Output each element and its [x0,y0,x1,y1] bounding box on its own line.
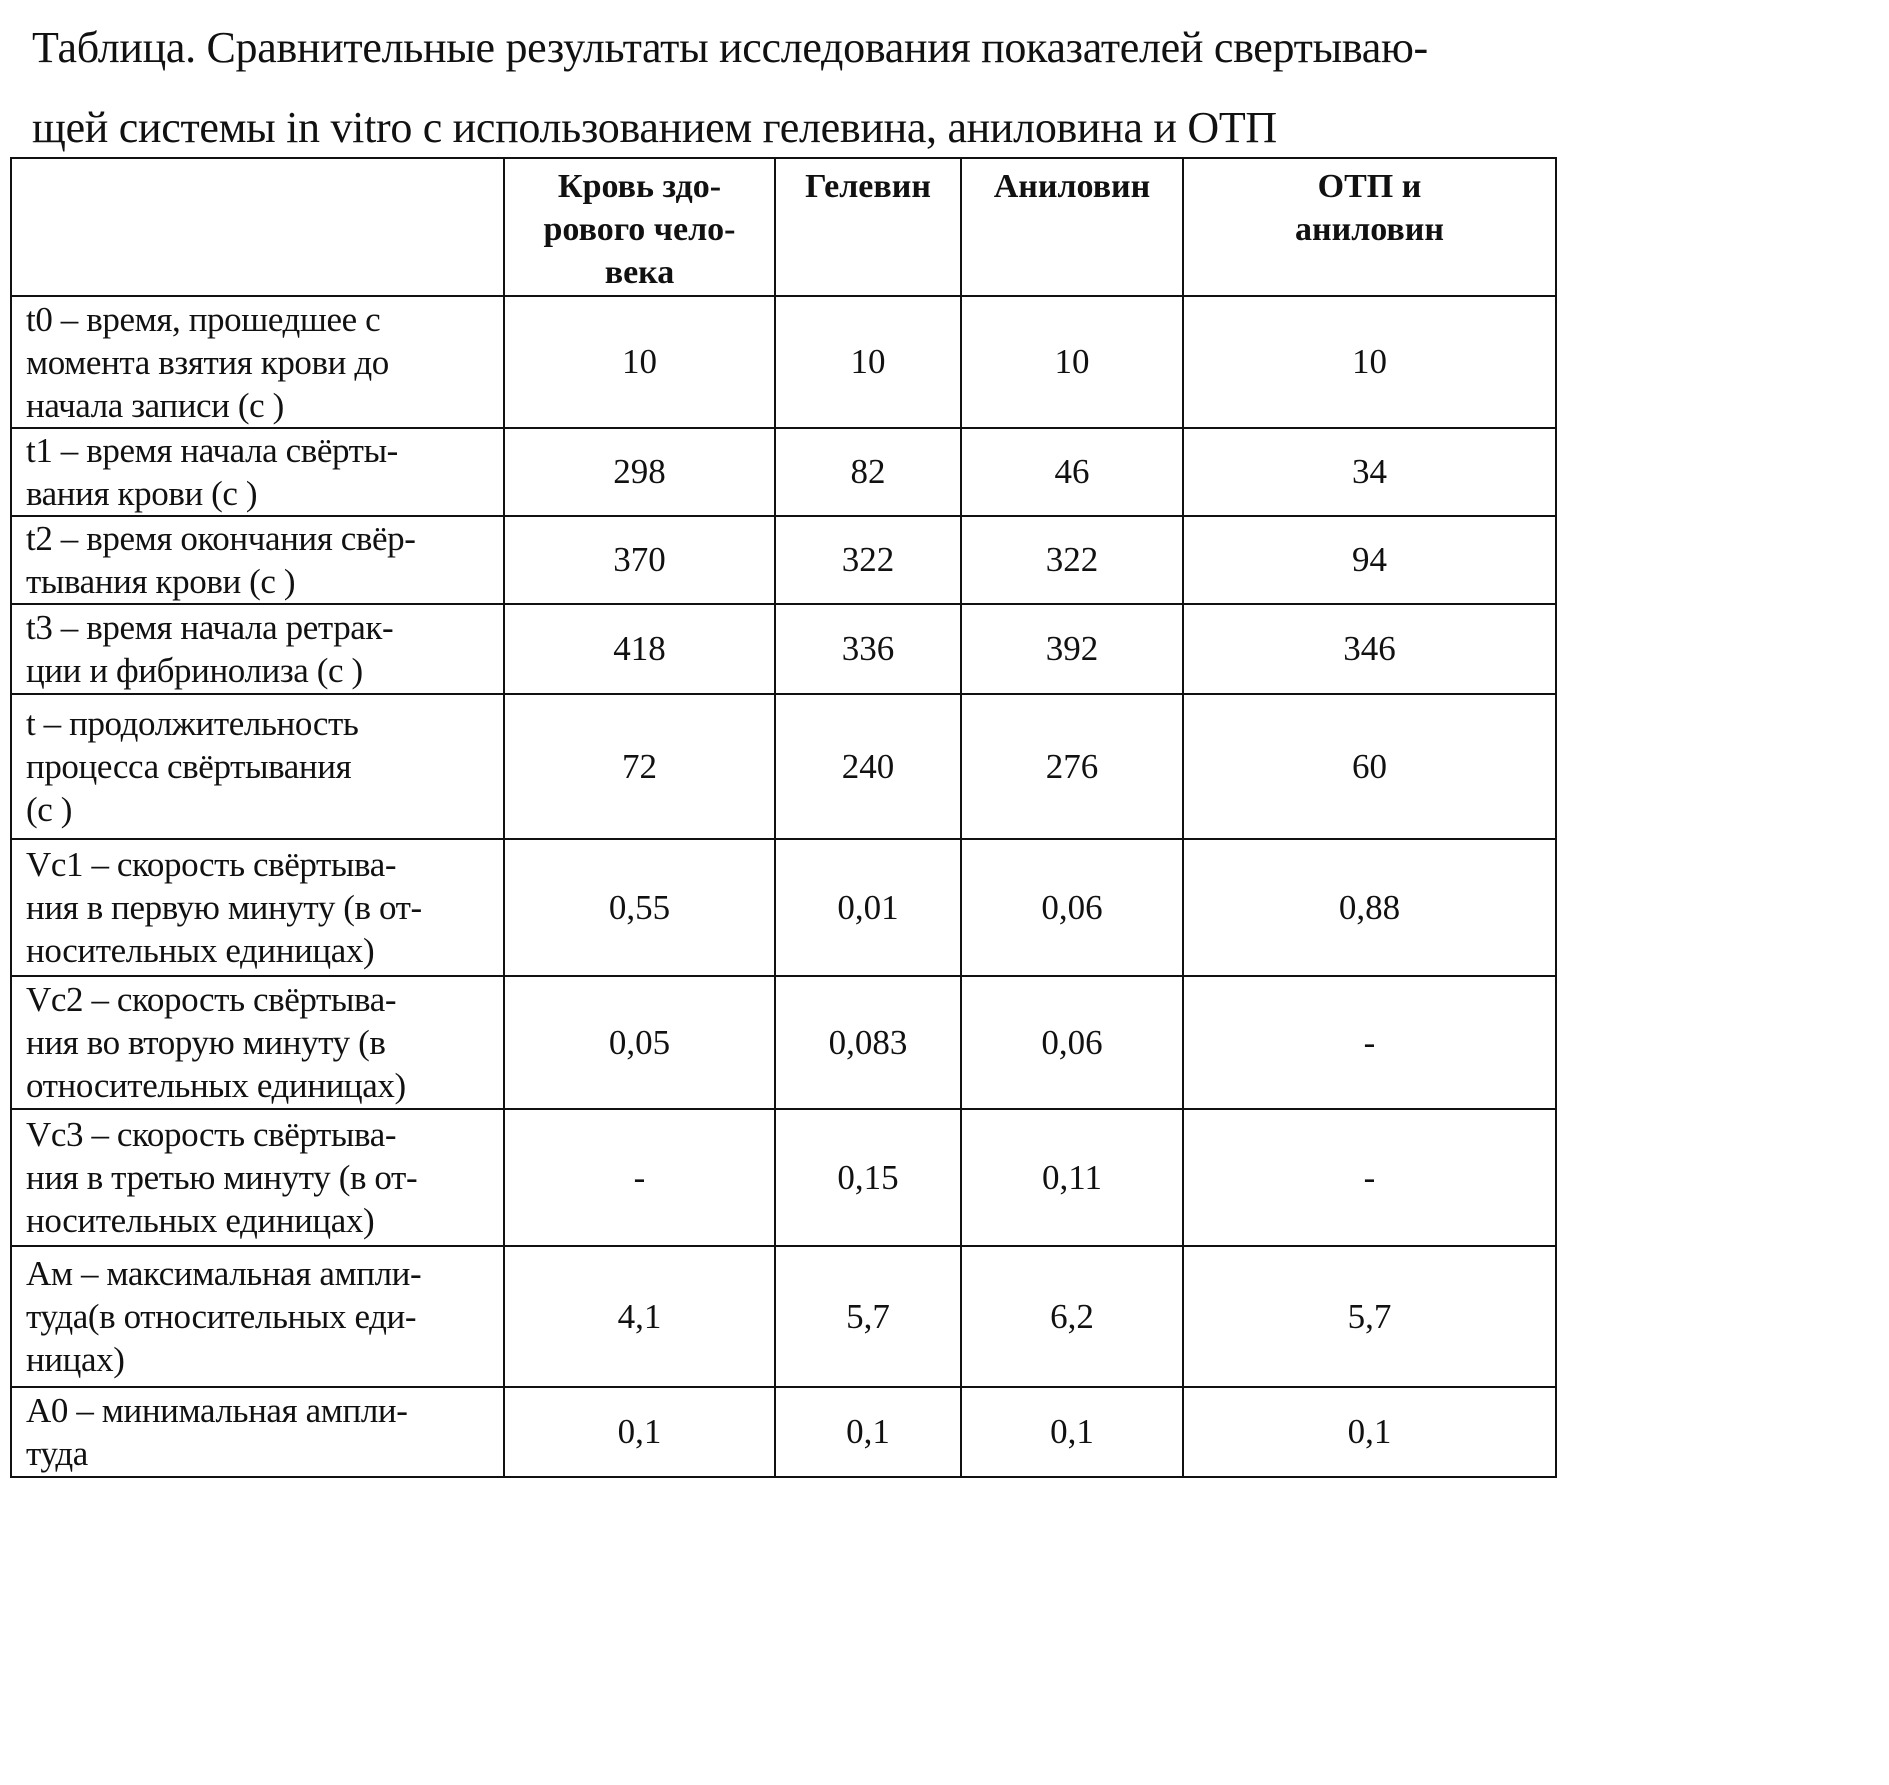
results-table [10,157,1557,1478]
table-row [11,1109,1556,1246]
cell-value: 0,15 [775,1109,961,1246]
cell-value: 0,06 [961,839,1183,976]
cell-value: 82 [775,428,961,516]
cell-value: 276 [961,694,1183,839]
cell-value: 10 [1183,296,1556,428]
header-row [11,158,1556,296]
cell-value: 0,05 [504,976,775,1109]
cell-value: 94 [1183,516,1556,604]
table-row [11,839,1556,976]
cell-value: - [1183,976,1556,1109]
cell-value: 0,1 [775,1387,961,1477]
caption-line: Таблица. Сравнительные результаты исследования показателей свертываю- [32,23,1428,72]
cell-value: 336 [775,604,961,694]
cell-value: 418 [504,604,775,694]
cell-value: 72 [504,694,775,839]
cell-value: 0,11 [961,1109,1183,1246]
table-row [11,296,1556,428]
table-row [11,604,1556,694]
cell-value: 0,01 [775,839,961,976]
row-label: t3 – время начала ретрак- ции и фибринолиза (с ) [11,604,504,694]
cell-value: 10 [504,296,775,428]
cell-value: 392 [961,604,1183,694]
cell-value: 370 [504,516,775,604]
header-cell-gelevin: Гелевин [775,158,961,296]
cell-value: - [504,1109,775,1246]
cell-value: 240 [775,694,961,839]
table-caption [32,8,1552,168]
cell-value: 10 [775,296,961,428]
cell-value: - [1183,1109,1556,1246]
header-corner-cell [11,158,504,296]
table-row [11,1246,1556,1387]
cell-value: 0,1 [504,1387,775,1477]
cell-value: 322 [775,516,961,604]
table-row [11,694,1556,839]
cell-value: 0,1 [961,1387,1183,1477]
cell-value: 10 [961,296,1183,428]
row-label: А0 – минимальная ампли- туда [11,1387,504,1477]
cell-value: 4,1 [504,1246,775,1387]
row-label: Vc3 – скорость свёртыва- ния в третью минуту (в от- носительных единицах) [11,1109,504,1246]
table-row [11,516,1556,604]
cell-value: 0,083 [775,976,961,1109]
cell-value: 322 [961,516,1183,604]
cell-value: 0,1 [1183,1387,1556,1477]
cell-value: 6,2 [961,1246,1183,1387]
header-cell-anilovin: Аниловин [961,158,1183,296]
caption-line: щей системы in vitro с использованием гелевина, аниловина и ОТП [32,103,1277,152]
row-label: t2 – время окончания свёр- тывания крови (с ) [11,516,504,604]
cell-value: 34 [1183,428,1556,516]
row-label: t – продолжительность процесса свёртывания (с ) [11,694,504,839]
header-cell-healthy-blood: Кровь здо- рового чело- века [504,158,775,296]
cell-value: 5,7 [1183,1246,1556,1387]
cell-value: 298 [504,428,775,516]
table-row [11,428,1556,516]
table-row [11,976,1556,1109]
row-label: t1 – время начала свёрты- вания крови (с ) [11,428,504,516]
table-row [11,1387,1556,1477]
row-label: Ам – максимальная ампли- туда(в относительных еди- ницах) [11,1246,504,1387]
cell-value: 46 [961,428,1183,516]
cell-value: 0,55 [504,839,775,976]
cell-value: 0,88 [1183,839,1556,976]
cell-value: 5,7 [775,1246,961,1387]
cell-value: 0,06 [961,976,1183,1109]
row-label: t0 – время, прошедшее с момента взятия крови до начала записи (с ) [11,296,504,428]
row-label: Vc1 – скорость свёртыва- ния в первую минуту (в от- носительных единицах) [11,839,504,976]
header-cell-otp-anilovin: ОТП и аниловин [1183,158,1556,296]
cell-value: 60 [1183,694,1556,839]
cell-value: 346 [1183,604,1556,694]
row-label: Vc2 – скорость свёртыва- ния во вторую минуту (в относительных единицах) [11,976,504,1109]
